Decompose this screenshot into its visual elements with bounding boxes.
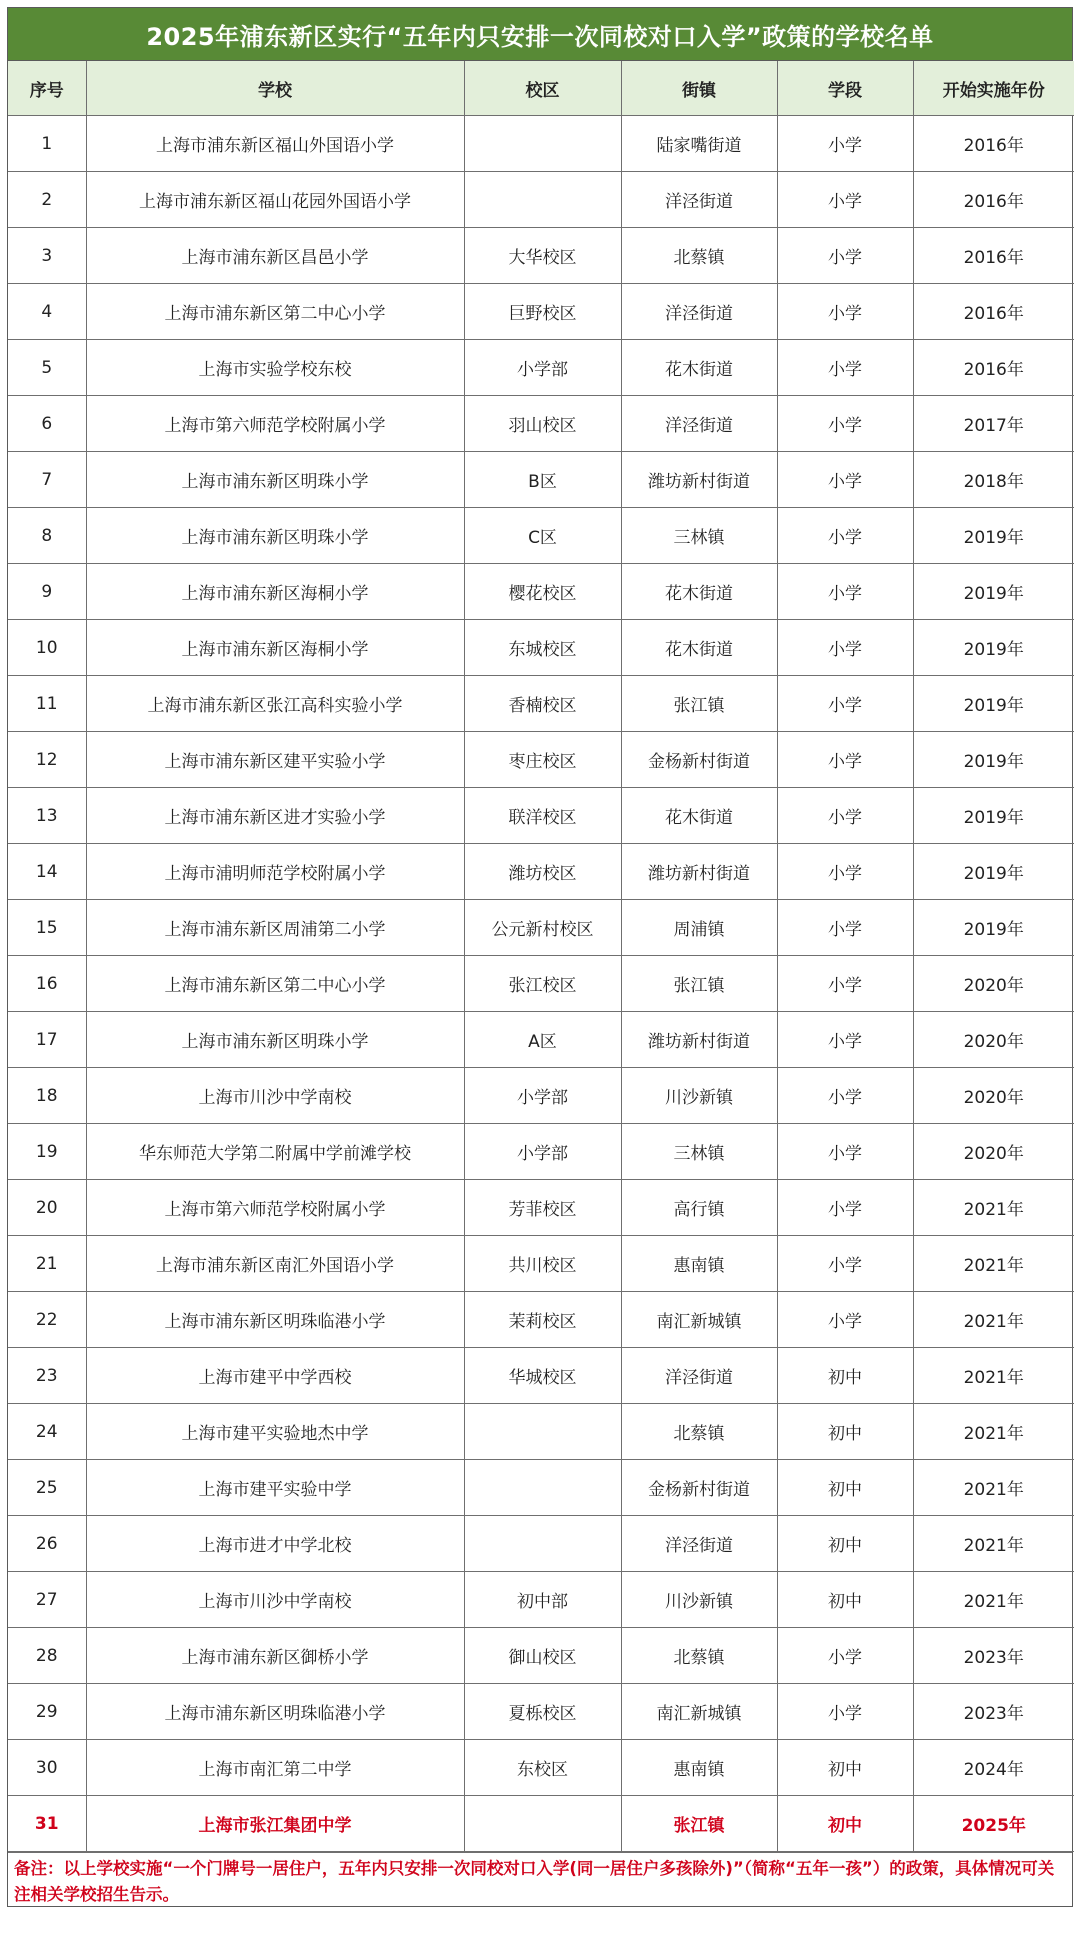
- cell-campus: 羽山校区: [464, 396, 621, 452]
- cell-stage: 初中: [777, 1516, 913, 1572]
- cell-school: 上海市浦东新区进才实验小学: [86, 788, 464, 844]
- cell-campus: 御山校区: [464, 1628, 621, 1684]
- cell-stage: 小学: [777, 564, 913, 620]
- cell-school: 上海市南汇第二中学: [86, 1740, 464, 1796]
- cell-subdistrict: 洋泾街道: [621, 1348, 777, 1404]
- cell-index: 9: [8, 564, 86, 620]
- cell-stage: 小学: [777, 620, 913, 676]
- cell-school: 上海市张江集团中学: [86, 1796, 464, 1852]
- column-header-index: 序号: [8, 61, 86, 116]
- table-row: [8, 788, 1074, 844]
- cell-start-year: 2016年: [913, 228, 1074, 284]
- cell-stage: 初中: [777, 1796, 913, 1852]
- table-row: [8, 620, 1074, 676]
- cell-index: 12: [8, 732, 86, 788]
- cell-stage: 初中: [777, 1404, 913, 1460]
- column-header-campus: 校区: [464, 61, 621, 116]
- cell-subdistrict: 三林镇: [621, 508, 777, 564]
- cell-start-year: 2021年: [913, 1180, 1074, 1236]
- cell-index: 7: [8, 452, 86, 508]
- cell-stage: 小学: [777, 116, 913, 172]
- cell-school: 上海市浦东新区明珠临港小学: [86, 1684, 464, 1740]
- cell-campus: 小学部: [464, 1068, 621, 1124]
- school-table: [8, 61, 1074, 1852]
- cell-subdistrict: 惠南镇: [621, 1236, 777, 1292]
- cell-index: 26: [8, 1516, 86, 1572]
- cell-school: 上海市建平实验地杰中学: [86, 1404, 464, 1460]
- table-row: [8, 1796, 1074, 1852]
- cell-stage: 小学: [777, 340, 913, 396]
- cell-stage: 小学: [777, 228, 913, 284]
- table-row: [8, 340, 1074, 396]
- cell-subdistrict: 张江镇: [621, 676, 777, 732]
- cell-start-year: 2020年: [913, 1068, 1074, 1124]
- table-row: [8, 1628, 1074, 1684]
- cell-start-year: 2021年: [913, 1348, 1074, 1404]
- cell-school: 上海市浦东新区建平实验小学: [86, 732, 464, 788]
- cell-start-year: 2021年: [913, 1404, 1074, 1460]
- cell-stage: 小学: [777, 284, 913, 340]
- cell-index: 13: [8, 788, 86, 844]
- cell-start-year: 2025年: [913, 1796, 1074, 1852]
- table-row: [8, 116, 1074, 172]
- cell-index: 29: [8, 1684, 86, 1740]
- cell-subdistrict: 北蔡镇: [621, 228, 777, 284]
- cell-subdistrict: 陆家嘴街道: [621, 116, 777, 172]
- cell-index: 22: [8, 1292, 86, 1348]
- cell-index: 10: [8, 620, 86, 676]
- table-row: [8, 956, 1074, 1012]
- cell-school: 上海市浦东新区第二中心小学: [86, 956, 464, 1012]
- cell-stage: 小学: [777, 1012, 913, 1068]
- cell-index: 24: [8, 1404, 86, 1460]
- cell-subdistrict: 惠南镇: [621, 1740, 777, 1796]
- cell-start-year: 2020年: [913, 956, 1074, 1012]
- cell-campus: 小学部: [464, 1124, 621, 1180]
- cell-index: 21: [8, 1236, 86, 1292]
- cell-start-year: 2023年: [913, 1684, 1074, 1740]
- cell-campus: [464, 116, 621, 172]
- cell-index: 20: [8, 1180, 86, 1236]
- table-row: [8, 900, 1074, 956]
- cell-index: 8: [8, 508, 86, 564]
- cell-campus: [464, 1796, 621, 1852]
- cell-start-year: 2016年: [913, 340, 1074, 396]
- cell-subdistrict: 潍坊新村街道: [621, 452, 777, 508]
- cell-campus: 潍坊校区: [464, 844, 621, 900]
- cell-index: 1: [8, 116, 86, 172]
- cell-start-year: 2024年: [913, 1740, 1074, 1796]
- cell-campus: 张江校区: [464, 956, 621, 1012]
- cell-school: 上海市川沙中学南校: [86, 1572, 464, 1628]
- table-row: [8, 1348, 1074, 1404]
- cell-stage: 初中: [777, 1740, 913, 1796]
- cell-campus: 共川校区: [464, 1236, 621, 1292]
- cell-start-year: 2017年: [913, 396, 1074, 452]
- cell-stage: 小学: [777, 956, 913, 1012]
- cell-school: 上海市浦明师范学校附属小学: [86, 844, 464, 900]
- cell-index: 28: [8, 1628, 86, 1684]
- cell-campus: [464, 1404, 621, 1460]
- footnote: 备注：以上学校实施“一个门牌号一居住户，五年内只安排一次同校对口入学(同一居住户多孩除外)”（简称“五年一孩”）的政策，具体情况可关注相关学校招生告示。: [8, 1852, 1072, 1906]
- cell-index: 6: [8, 396, 86, 452]
- table-row: [8, 1460, 1074, 1516]
- table-row: [8, 284, 1074, 340]
- cell-school: 上海市进才中学北校: [86, 1516, 464, 1572]
- cell-school: 上海市浦东新区第二中心小学: [86, 284, 464, 340]
- cell-stage: 初中: [777, 1460, 913, 1516]
- cell-school: 上海市浦东新区福山花园外国语小学: [86, 172, 464, 228]
- cell-stage: 小学: [777, 396, 913, 452]
- table-body: [8, 116, 1074, 1852]
- cell-index: 3: [8, 228, 86, 284]
- table-row: [8, 1124, 1074, 1180]
- cell-index: 5: [8, 340, 86, 396]
- cell-school: 上海市实验学校东校: [86, 340, 464, 396]
- cell-index: 2: [8, 172, 86, 228]
- cell-index: 15: [8, 900, 86, 956]
- cell-subdistrict: 花木街道: [621, 788, 777, 844]
- cell-start-year: 2019年: [913, 788, 1074, 844]
- table-row: [8, 1516, 1074, 1572]
- cell-subdistrict: 张江镇: [621, 956, 777, 1012]
- cell-start-year: 2021年: [913, 1572, 1074, 1628]
- cell-subdistrict: 张江镇: [621, 1796, 777, 1852]
- table-row: [8, 228, 1074, 284]
- cell-stage: 小学: [777, 1684, 913, 1740]
- cell-index: 17: [8, 1012, 86, 1068]
- cell-index: 4: [8, 284, 86, 340]
- cell-stage: 小学: [777, 900, 913, 956]
- sheet-title: 2025年浦东新区实行“五年内只安排一次同校对口入学”政策的学校名单: [8, 8, 1072, 61]
- cell-start-year: 2021年: [913, 1460, 1074, 1516]
- cell-stage: 小学: [777, 1068, 913, 1124]
- cell-subdistrict: 周浦镇: [621, 900, 777, 956]
- table-row: [8, 732, 1074, 788]
- cell-subdistrict: 南汇新城镇: [621, 1684, 777, 1740]
- cell-start-year: 2020年: [913, 1012, 1074, 1068]
- cell-stage: 小学: [777, 676, 913, 732]
- cell-start-year: 2019年: [913, 620, 1074, 676]
- cell-campus: A区: [464, 1012, 621, 1068]
- cell-school: 上海市浦东新区明珠临港小学: [86, 1292, 464, 1348]
- cell-campus: 东城校区: [464, 620, 621, 676]
- column-header-subdistrict: 街镇: [621, 61, 777, 116]
- table-row: [8, 1404, 1074, 1460]
- cell-subdistrict: 三林镇: [621, 1124, 777, 1180]
- cell-school: 上海市浦东新区明珠小学: [86, 1012, 464, 1068]
- table-row: [8, 1236, 1074, 1292]
- cell-subdistrict: 北蔡镇: [621, 1404, 777, 1460]
- cell-start-year: 2019年: [913, 900, 1074, 956]
- cell-start-year: 2021年: [913, 1236, 1074, 1292]
- table-row: [8, 1292, 1074, 1348]
- cell-campus: 小学部: [464, 340, 621, 396]
- table-row: [8, 1180, 1074, 1236]
- cell-stage: 小学: [777, 1236, 913, 1292]
- cell-stage: 小学: [777, 732, 913, 788]
- cell-school: 上海市浦东新区福山外国语小学: [86, 116, 464, 172]
- cell-stage: 小学: [777, 508, 913, 564]
- cell-stage: 小学: [777, 788, 913, 844]
- cell-start-year: 2016年: [913, 116, 1074, 172]
- cell-subdistrict: 川沙新镇: [621, 1572, 777, 1628]
- cell-start-year: 2016年: [913, 284, 1074, 340]
- cell-start-year: 2019年: [913, 844, 1074, 900]
- cell-start-year: 2021年: [913, 1516, 1074, 1572]
- cell-start-year: 2023年: [913, 1628, 1074, 1684]
- cell-campus: 茉莉校区: [464, 1292, 621, 1348]
- column-header-stage: 学段: [777, 61, 913, 116]
- cell-stage: 初中: [777, 1572, 913, 1628]
- cell-subdistrict: 高行镇: [621, 1180, 777, 1236]
- cell-campus: [464, 1460, 621, 1516]
- table-header-row: [8, 61, 1074, 116]
- cell-index: 30: [8, 1740, 86, 1796]
- cell-stage: 小学: [777, 1124, 913, 1180]
- cell-index: 11: [8, 676, 86, 732]
- cell-start-year: 2019年: [913, 732, 1074, 788]
- cell-school: 上海市浦东新区海桐小学: [86, 620, 464, 676]
- cell-campus: 东校区: [464, 1740, 621, 1796]
- cell-school: 上海市浦东新区张江高科实验小学: [86, 676, 464, 732]
- cell-school: 上海市浦东新区明珠小学: [86, 508, 464, 564]
- table-row: [8, 1572, 1074, 1628]
- cell-subdistrict: 花木街道: [621, 340, 777, 396]
- cell-subdistrict: 花木街道: [621, 564, 777, 620]
- cell-index: 14: [8, 844, 86, 900]
- cell-index: 25: [8, 1460, 86, 1516]
- cell-school: 上海市第六师范学校附属小学: [86, 396, 464, 452]
- cell-subdistrict: 川沙新镇: [621, 1068, 777, 1124]
- cell-subdistrict: 金杨新村街道: [621, 732, 777, 788]
- cell-school: 上海市浦东新区明珠小学: [86, 452, 464, 508]
- column-header-start-year: 开始实施年份: [913, 61, 1074, 116]
- cell-school: 上海市川沙中学南校: [86, 1068, 464, 1124]
- table-row: [8, 1684, 1074, 1740]
- cell-campus: C区: [464, 508, 621, 564]
- cell-campus: 大华校区: [464, 228, 621, 284]
- cell-campus: 联洋校区: [464, 788, 621, 844]
- cell-stage: 小学: [777, 1628, 913, 1684]
- cell-index: 16: [8, 956, 86, 1012]
- table-row: [8, 452, 1074, 508]
- cell-campus: 公元新村校区: [464, 900, 621, 956]
- cell-campus: 香楠校区: [464, 676, 621, 732]
- cell-start-year: 2018年: [913, 452, 1074, 508]
- cell-start-year: 2016年: [913, 172, 1074, 228]
- cell-campus: 夏栎校区: [464, 1684, 621, 1740]
- cell-school: 华东师范大学第二附属中学前滩学校: [86, 1124, 464, 1180]
- cell-campus: [464, 172, 621, 228]
- table-row: [8, 564, 1074, 620]
- cell-stage: 小学: [777, 1292, 913, 1348]
- cell-stage: 小学: [777, 452, 913, 508]
- cell-subdistrict: 南汇新城镇: [621, 1292, 777, 1348]
- cell-campus: [464, 1516, 621, 1572]
- cell-school: 上海市第六师范学校附属小学: [86, 1180, 464, 1236]
- cell-school: 上海市浦东新区御桥小学: [86, 1628, 464, 1684]
- cell-stage: 小学: [777, 844, 913, 900]
- cell-campus: 枣庄校区: [464, 732, 621, 788]
- cell-campus: 芳菲校区: [464, 1180, 621, 1236]
- cell-subdistrict: 洋泾街道: [621, 172, 777, 228]
- cell-school: 上海市浦东新区昌邑小学: [86, 228, 464, 284]
- cell-start-year: 2019年: [913, 676, 1074, 732]
- table-row: [8, 396, 1074, 452]
- cell-index: 19: [8, 1124, 86, 1180]
- cell-campus: 华城校区: [464, 1348, 621, 1404]
- table-row: [8, 172, 1074, 228]
- cell-stage: 小学: [777, 172, 913, 228]
- cell-subdistrict: 潍坊新村街道: [621, 844, 777, 900]
- cell-index: 27: [8, 1572, 86, 1628]
- table-row: [8, 1012, 1074, 1068]
- cell-subdistrict: 金杨新村街道: [621, 1460, 777, 1516]
- cell-campus: 初中部: [464, 1572, 621, 1628]
- cell-campus: B区: [464, 452, 621, 508]
- cell-index: 18: [8, 1068, 86, 1124]
- cell-subdistrict: 洋泾街道: [621, 396, 777, 452]
- cell-campus: 巨野校区: [464, 284, 621, 340]
- cell-subdistrict: 花木街道: [621, 620, 777, 676]
- table-row: [8, 1068, 1074, 1124]
- table-row: [8, 676, 1074, 732]
- cell-index: 31: [8, 1796, 86, 1852]
- cell-start-year: 2019年: [913, 564, 1074, 620]
- cell-start-year: 2019年: [913, 508, 1074, 564]
- school-list-sheet: [7, 7, 1073, 1907]
- cell-stage: 小学: [777, 1180, 913, 1236]
- cell-school: 上海市浦东新区周浦第二小学: [86, 900, 464, 956]
- table-row: [8, 508, 1074, 564]
- table-row: [8, 1740, 1074, 1796]
- cell-subdistrict: 洋泾街道: [621, 284, 777, 340]
- cell-school: 上海市浦东新区南汇外国语小学: [86, 1236, 464, 1292]
- cell-stage: 初中: [777, 1348, 913, 1404]
- cell-subdistrict: 潍坊新村街道: [621, 1012, 777, 1068]
- cell-start-year: 2021年: [913, 1292, 1074, 1348]
- cell-subdistrict: 北蔡镇: [621, 1628, 777, 1684]
- cell-school: 上海市建平中学西校: [86, 1348, 464, 1404]
- cell-start-year: 2020年: [913, 1124, 1074, 1180]
- table-row: [8, 844, 1074, 900]
- cell-index: 23: [8, 1348, 86, 1404]
- cell-campus: 樱花校区: [464, 564, 621, 620]
- cell-school: 上海市建平实验中学: [86, 1460, 464, 1516]
- cell-school: 上海市浦东新区海桐小学: [86, 564, 464, 620]
- column-header-school: 学校: [86, 61, 464, 116]
- cell-subdistrict: 洋泾街道: [621, 1516, 777, 1572]
